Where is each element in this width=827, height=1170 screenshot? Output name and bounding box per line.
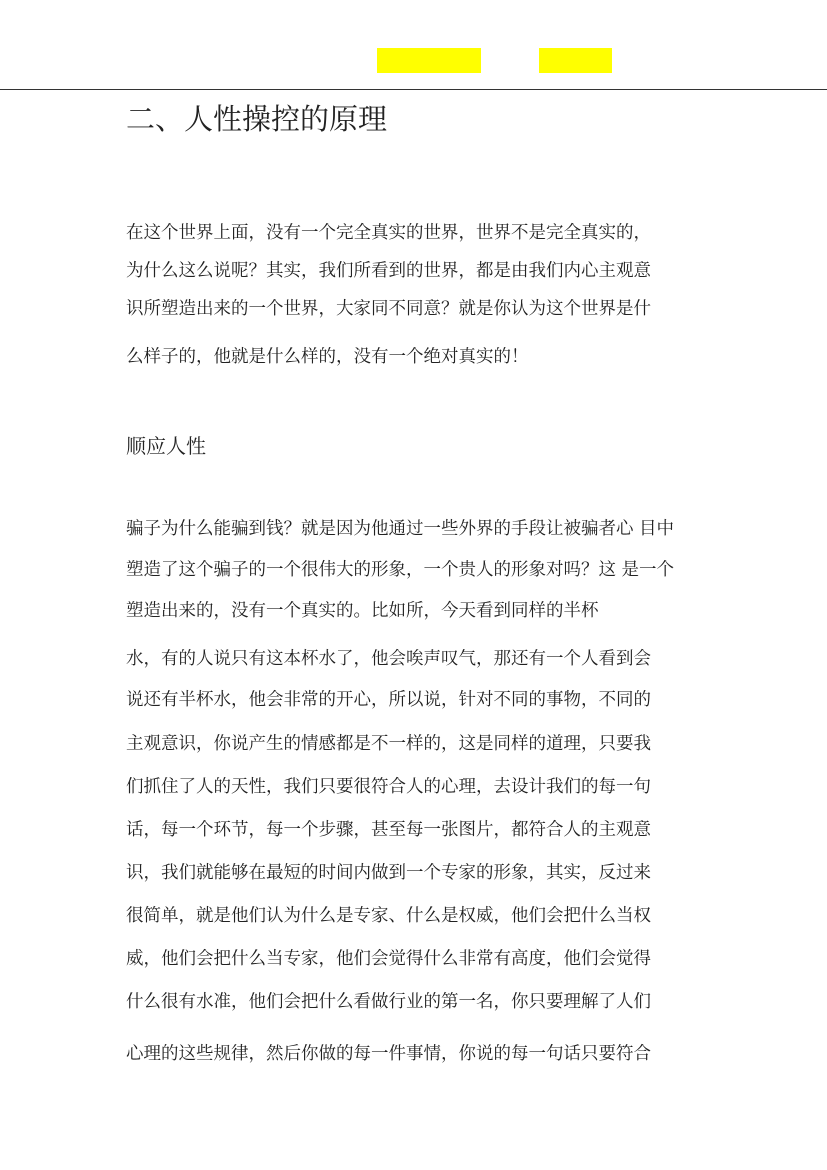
paragraph-line: 在这个世界上面，没有一个完全真实的世界，世界不是完全真实的，: [126, 223, 651, 243]
paragraph-line: 威，他们会把什么当专家，他们会觉得什么非常有高度，他们会觉得: [126, 949, 651, 969]
paragraph-line: 塑造出来的，没有一个真实的。比如所，今天看到同样的半杯: [126, 601, 599, 621]
paragraph-line: 什么很有水准，他们会把什么看做行业的第一名，你只要理解了人们: [126, 992, 651, 1012]
header-highlight-left: [377, 48, 481, 73]
section-subtitle: 顺应人性: [126, 434, 206, 458]
header-highlight-right: [539, 48, 612, 73]
paragraph-line: 么样子的，他就是什么样的，没有一个绝对真实的！: [126, 347, 529, 367]
paragraph-line: 们抓住了人的天性，我们只要很符合人的心理，去设计我们的每一句: [126, 777, 651, 797]
paragraph-line: 很简单，就是他们认为什么是专家、什么是权威，他们会把什么当权: [126, 906, 651, 926]
paragraph-line: 识，我们就能够在最短的时间内做到一个专家的形象，其实，反过来: [126, 863, 651, 883]
paragraph-line: 主观意识，你说产生的情感都是不一样的，这是同样的道理，只要我: [126, 734, 651, 754]
page-title: 二、人性操控的原理: [126, 102, 388, 136]
paragraph-line: 为什么这么说呢？其实，我们所看到的世界，都是由我们内心主观意: [126, 261, 651, 281]
paragraph-line: 水，有的人说只有这本杯水了，他会唉声叹气，那还有一个人看到会: [126, 649, 651, 669]
paragraph-line: 识所塑造出来的一个世界，大家同不同意？就是你认为这个世界是什: [126, 299, 651, 319]
paragraph-line: 说还有半杯水，他会非常的开心，所以说，针对不同的事物，不同的: [126, 690, 651, 710]
paragraph-line: 骗子为什么能骗到钱？就是因为他通过一些外界的手段让被骗者心 目中: [126, 519, 675, 539]
paragraph-line: 话，每一个环节，每一个步骤，甚至每一张图片，都符合人的主观意: [126, 820, 651, 840]
paragraph-line: 塑造了这个骗子的一个很伟大的形象，一个贵人的形象对吗？这 是一个: [126, 560, 675, 580]
paragraph-line: 心理的这些规律，然后你做的每一件事情，你说的每一句话只要符合: [126, 1044, 651, 1064]
header-rule: [0, 89, 827, 90]
